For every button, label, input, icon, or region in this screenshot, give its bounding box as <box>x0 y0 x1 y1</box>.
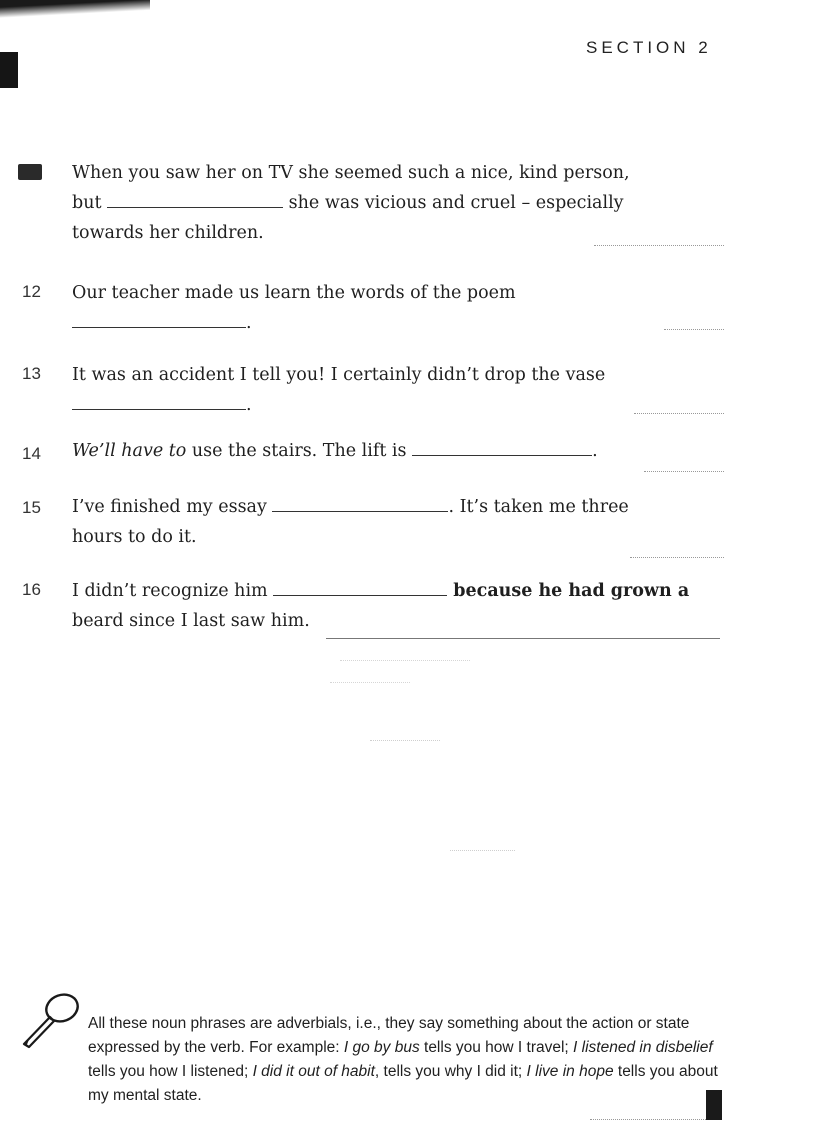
exercise-16-line-2: beard since I last saw him. <box>72 611 310 631</box>
exercise-number: 12 <box>22 282 41 301</box>
answer-line <box>326 638 720 639</box>
answer-blank[interactable] <box>107 189 283 208</box>
page-corner-mark <box>706 1090 722 1120</box>
answer-blank[interactable] <box>412 437 592 456</box>
answer-blank[interactable] <box>272 493 448 512</box>
grammar-note: All these noun phrases are adverbials, i.e., they say something about the action or state expressed by the verb. For example: I go by bus tells you how I travel; I listened in disbelief tells you how I listened; I did it out of habit, tells you why I did it; I live in hope tells you about my mental state. <box>88 1015 718 1104</box>
magnifying-glass-icon <box>16 990 82 1050</box>
answer-dotted-line <box>644 470 724 472</box>
exercise-number: 14 <box>22 444 41 463</box>
answer-dotted-line <box>634 412 724 414</box>
exercise-number: 16 <box>22 580 41 599</box>
section-heading: SECTION 2 <box>586 38 712 57</box>
exercise-11-line-1: When you saw her on TV she seemed such a nice, kind person, <box>72 163 630 183</box>
exercise-11-line-2: but she was vicious and cruel – especially <box>72 188 722 218</box>
bleed-through-mark <box>330 682 410 683</box>
exercise-number: 13 <box>22 364 41 383</box>
exercise-12-text: Our teacher made us learn the words of the poem <box>72 283 516 303</box>
answer-blank[interactable] <box>72 391 246 410</box>
answer-blank[interactable] <box>273 577 447 596</box>
exercise-11-line-3: towards her children. <box>72 223 264 243</box>
bleed-through-mark <box>450 850 515 851</box>
exercise-13-text: It was an accident I tell you! I certainly didn’t drop the vase <box>72 365 606 385</box>
answer-blank[interactable] <box>72 309 246 328</box>
exercise-15-line-2: hours to do it. <box>72 527 197 547</box>
bleed-through-mark <box>340 660 470 661</box>
page-edge-mark <box>0 52 18 88</box>
answer-dotted-line <box>630 556 724 558</box>
bleed-through-mark <box>370 740 440 741</box>
answer-dotted-line <box>594 244 724 246</box>
exercise-number: 15 <box>22 498 41 517</box>
scan-edge-streak <box>0 0 150 18</box>
exercise-number-11 <box>18 164 42 180</box>
answer-dotted-line <box>664 328 724 330</box>
note-dotted-line <box>590 1118 720 1120</box>
